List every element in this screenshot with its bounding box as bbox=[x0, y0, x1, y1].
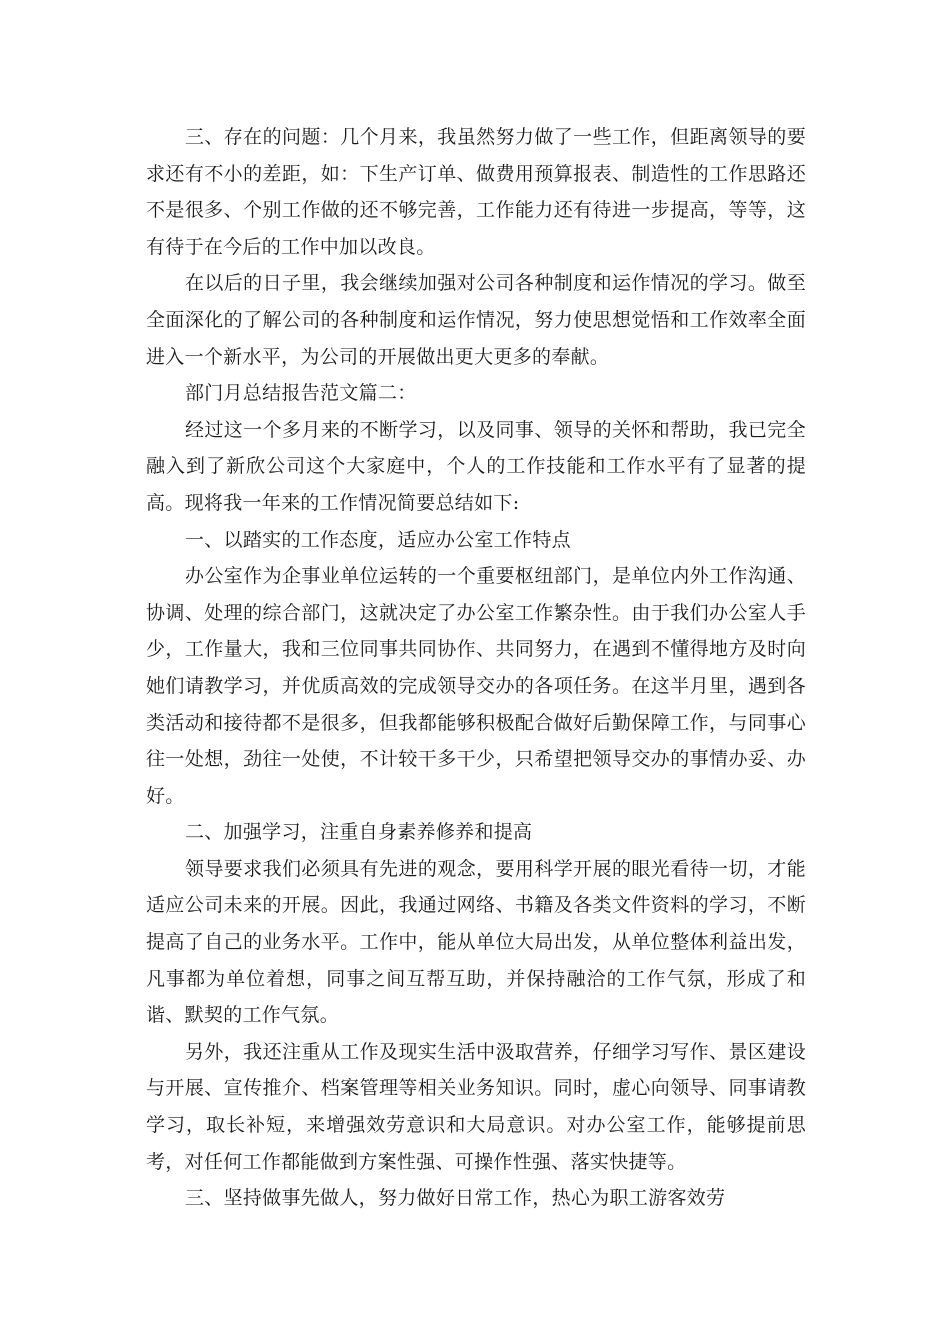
paragraph-office-role: 办公室作为企事业单位运转的一个重要枢纽部门，是单位内外工作沟通、协调、处理的综合部门，这就决定了办公室工作繁杂性。由于我们办公室人手少，工作量大，我和三位同事共同协作、共同努力，在遇到不懂得地方及时向她们请教学习，并优质高效的完成领导交办的各项任务。在这半月里，遇到各类活动和接待都不是很多，但我都能够积极配合做好后勤保障工作，与同事心往一处想，劲往一处使，不计较干多干少，只希望把领导交办的事情办妥、办好。 bbox=[146, 565, 806, 807]
section-title-part-two: 部门月总结报告范文篇二： bbox=[184, 382, 417, 405]
paragraph-future-plan: 在以后的日子里，我会继续加强对公司各种制度和运作情况的学习。做至全面深化的了解公司的各种制度和运作情况，努力使思想觉悟和工作效率全面进入一个新水平，为公司的开展做出更大更多的奉献。 bbox=[146, 272, 806, 368]
paragraph-intro-summary: 经过这一个多月来的不断学习，以及同事、领导的关怀和帮助，我已完全融入到了新欣公司这个大家庭中，个人的工作技能和工作水平有了显著的提高。现将我一年来的工作情况简要总结如下: bbox=[146, 418, 806, 514]
paragraph-additional-learning: 另外，我还注重从工作及现实生活中汲取营养，仔细学习写作、景区建设与开展、宣传推介、档案管理等相关业务知识。同时，虚心向领导、同事请教学习，取长补短，来增强效劳意识和大局意识。对办公室工作，能够提前思考，对任何工作都能做到方案性强、可操作性强、落实快捷等。 bbox=[146, 1040, 806, 1173]
heading-item-one: 一、以踏实的工作态度，适应办公室工作特点 bbox=[184, 528, 571, 551]
paragraph-learning: 领导要求我们必须具有先进的观念，要用科学开展的眼光看待一切，才能适应公司未来的开展。因此，我通过网络、书籍及各类文件资料的学习，不断提高了自己的业务水平。工作中，能从单位大局出发，从单位整体利益出发，凡事都为单位着想，同事之间互帮互助，并保持融洽的工作气氛，形成了和谐、默契的工作气氛。 bbox=[146, 857, 806, 1027]
heading-item-three: 三、坚持做事先做人，努力做好日常工作，热心为职工游客效劳 bbox=[184, 1187, 726, 1210]
heading-item-two: 二、加强学习，注重自身素养修养和提高 bbox=[184, 821, 533, 844]
paragraph-existing-problems: 三、存在的问题：几个月来，我虽然努力做了一些工作，但距离领导的要求还有不小的差距，如：下生产订单、做费用预算报表、制造性的工作思路还不是很多、个别工作做的还不够完善，工作能力还有待进一步提高，等等，这有待于在今后的工作中加以改良。 bbox=[146, 126, 806, 258]
document-body bbox=[146, 119, 806, 1217]
